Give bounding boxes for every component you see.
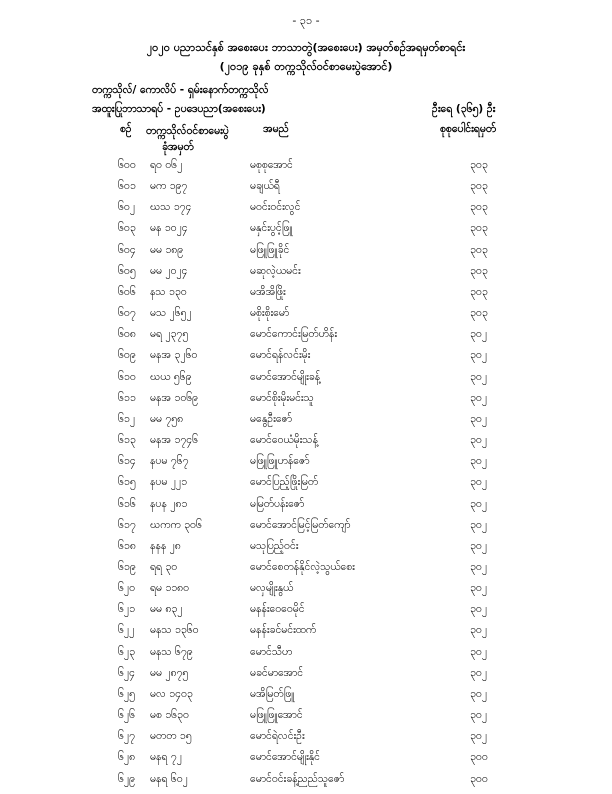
table-row (0, 751, 612, 772)
row-name: မခင်မာအောင် (250, 666, 304, 679)
row-name: မောင်ရန်လင်းမိုး (250, 349, 311, 362)
table-row (0, 455, 612, 476)
row-roll-number: မတတ ၁၅ (150, 730, 192, 743)
row-number: ၆၁၂ (118, 412, 135, 425)
row-score: ၃၀၀ (470, 772, 488, 785)
row-name: မဖြူဖြူခိုင် (250, 243, 290, 256)
row-roll-number: မမ ၂၈၇၅ (150, 666, 189, 679)
row-name: မချယ်ရီ (250, 180, 280, 193)
row-number: ၆၀၈ (118, 328, 136, 341)
table-row (0, 286, 612, 307)
row-number: ၆၀၂ (118, 201, 135, 214)
row-name: မောင်ဝင်းခန့်ညည်သူဇော် (250, 772, 345, 785)
row-name: မောင်အောင်မျိုးနိုင် (250, 751, 320, 764)
row-name: မနန်းဝေဝေမိုင် (250, 603, 305, 616)
row-number: ၆၂၉ (118, 772, 135, 785)
row-score: ၃၀၂ (470, 391, 487, 404)
row-roll-number: ရမ ၁၁၈၀ (150, 582, 190, 595)
row-score: ၃၀၃ (470, 307, 488, 320)
table-row (0, 371, 612, 392)
row-name: မလှမျိုးနွယ် (250, 582, 294, 595)
row-number: ၆၁၆ (118, 497, 136, 510)
row-roll-number: မမ ၇၅၈ (150, 412, 184, 425)
row-score: ၃၀၂ (470, 709, 487, 722)
table-row (0, 540, 612, 561)
row-name: မဆုလဲ့ယမင်း (250, 264, 301, 277)
header-ref-line2: ခုံအမှတ် (162, 141, 194, 153)
table-row (0, 603, 612, 624)
row-score: ၃၀၂ (470, 455, 487, 468)
row-name: မအိမြတ်ဖြူ (250, 687, 295, 700)
table-row (0, 498, 612, 519)
row-score: ၃၀၂ (470, 687, 487, 700)
row-roll-number: ရရ ၃၀ (150, 560, 178, 573)
row-number: ၆၀၀ (118, 159, 136, 171)
row-score: ၃၀၂ (470, 539, 487, 552)
header-name: အမည် (263, 123, 289, 135)
row-name: မစိုးစိုးမော် (250, 307, 290, 320)
row-number: ၆၂၅ (118, 687, 135, 700)
table-row (0, 582, 612, 603)
results-table (0, 159, 612, 794)
table-row (0, 667, 612, 688)
row-roll-number: မနအ ၁၀၆၉ (150, 391, 199, 404)
row-score: ၃၀၃ (470, 222, 488, 235)
row-number: ၆၂၁ (118, 603, 135, 616)
row-number: ၆၂၀ (118, 582, 135, 595)
header-ref-line1: တက္ကသိုလ်ဝင်စာမေးပွဲ (146, 125, 229, 137)
table-row (0, 730, 612, 751)
table-row (0, 265, 612, 286)
row-score: ၃၀၂ (470, 412, 487, 425)
row-score: ၃၀၂ (470, 434, 487, 447)
document-title: ၂၀၂၀ ပညာသင်နှစ် အစေးပေး ဘာသာတွဲ(အစေးပေး) အမှတ်စဉ်အရမှတ်စာရင်း (146, 41, 466, 54)
row-name: မောင်ရဲလင်းဦး (250, 730, 305, 743)
row-number: ၆၂၄ (118, 666, 135, 679)
row-roll-number: မရ ၂၃၇၅ (150, 328, 189, 341)
row-roll-number: နပန ၂၈၁ (150, 497, 188, 510)
row-name: မသုပြည့်ဝင်း (250, 539, 299, 552)
table-row (0, 222, 612, 243)
table-row (0, 561, 612, 582)
table-row (0, 773, 612, 794)
row-roll-number: မမ ၈၃၂ (150, 603, 183, 616)
row-score: ၃၀၂ (470, 582, 487, 595)
row-number: ၆၂၃ (118, 645, 135, 658)
row-roll-number: မလ ၁၄၀၃ (150, 687, 193, 700)
row-score: ၃၀၃ (470, 264, 488, 277)
row-score: ၃၀၂ (470, 370, 487, 383)
row-number: ၆၁၃ (118, 434, 136, 447)
row-score: ၃၀၂ (470, 603, 487, 616)
table-row (0, 328, 612, 349)
row-name: မဖြူဖြူအောင် (250, 709, 303, 722)
row-roll-number: မနရ ၇၂ (150, 751, 182, 764)
table-row (0, 688, 612, 709)
row-roll-number: မစ ၁၆၃၀ (150, 709, 189, 722)
row-number: ၆၀၉ (118, 349, 136, 362)
row-roll-number: နသ ၁၃၀ (150, 285, 187, 298)
row-number: ၆၂၈ (118, 751, 136, 764)
row-score: ၃၀၃ (470, 159, 488, 171)
table-row (0, 646, 612, 667)
row-name: မမြတ်ပန်းဇော် (250, 497, 305, 510)
row-number: ၆၀၅ (118, 264, 136, 277)
document-subtitle: (၂၀၁၉ ခုနှစ် တက္ကသိုလ်ဝင်စာမေးပွဲအောင်) (219, 60, 393, 73)
row-roll-number: မနသ ၁၃၆၀ (150, 624, 199, 637)
row-name: မောင်သီဟ (250, 645, 293, 658)
row-number: ၆၁၄ (118, 455, 136, 468)
row-name: မောင်ပြည့်ဖြိုးမြတ် (250, 476, 319, 489)
row-name: မောင်ကောင်းမြတ်ဟိန်း (250, 328, 337, 341)
row-roll-number: မသ ၂၆၅၂ (150, 307, 192, 320)
header-ref (146, 123, 229, 155)
row-roll-number: မမ ၁၈၉ (150, 243, 184, 256)
row-score: ၃၀၂ (470, 328, 487, 341)
row-roll-number: နပမ ၂၂၁ (150, 476, 187, 489)
subject-line: အထူးပြုဘာသာရပ် - ဥပဒေပညာ(အစေးပေး) (92, 103, 266, 115)
table-row (0, 413, 612, 434)
table-row (0, 392, 612, 413)
table-row (0, 307, 612, 328)
row-number: ၆၀၁ (118, 180, 136, 193)
row-name: မနန်းခင်မင်းထက် (250, 624, 317, 637)
table-row (0, 201, 612, 222)
table-row (0, 476, 612, 497)
row-number: ၆၂၂ (118, 624, 135, 637)
row-score: ၃၀၃ (470, 285, 488, 298)
table-row (0, 244, 612, 265)
row-name: မောင်အောင်မျိုးခန့် (250, 370, 321, 383)
row-number: ၆၀၃ (118, 222, 136, 235)
row-roll-number: ဃသ ၁၇၄ (150, 201, 192, 214)
row-number: ၆၀၄ (118, 243, 136, 256)
row-number: ၆၂၆ (118, 709, 135, 722)
table-row (0, 519, 612, 540)
row-number: ၆၁၅ (118, 476, 136, 489)
table-row (0, 709, 612, 730)
row-number: ၆၀၇ (118, 307, 136, 320)
row-roll-number: မနအ ၃၂၆၀ (150, 349, 198, 362)
row-roll-number: မက ၁၉၇ (150, 180, 188, 193)
row-score: ၃၀၃ (470, 180, 488, 193)
row-score: ၃၀၂ (470, 476, 487, 489)
row-roll-number: မနသ ၆၇၉ (150, 645, 193, 658)
row-score: ၃၀၂ (470, 518, 487, 531)
row-name: မနွေဦးဇော် (250, 412, 293, 425)
row-score: ၃၀၂ (470, 624, 487, 637)
row-name: မနှင်းပွင့်ဖြူ (250, 222, 293, 235)
row-roll-number: ဃကက ၃၀၆ (150, 518, 202, 531)
row-name: မောင်အောင်မြင့်မြတ်ကျော် (250, 518, 351, 531)
table-row (0, 434, 612, 455)
row-score: ၃၀၂ (470, 645, 487, 658)
row-roll-number: မနအ ၁၇၄၆ (150, 434, 199, 447)
table-row (0, 624, 612, 645)
header-score: စုစုပေါင်းရမှတ် (440, 123, 497, 135)
row-score: ၃၀၂ (470, 666, 487, 679)
table-row (0, 159, 612, 180)
row-number: ၆၁၈ (118, 539, 136, 552)
row-score: ၃၀၂ (470, 497, 487, 510)
row-name: မောင်စေတန်နိုင်လဲ့သွယ်စေး (250, 560, 355, 573)
row-roll-number: နနန ၂၈ (150, 539, 181, 552)
table-row (0, 180, 612, 201)
table-row (0, 349, 612, 370)
row-number: ၆၁၁ (118, 391, 136, 404)
row-score: ၃၀၂ (470, 349, 487, 362)
row-number: ၆၁၉ (118, 560, 136, 573)
row-score: ၃၀၃ (470, 243, 488, 256)
row-number: ၆၁၀ (118, 370, 136, 383)
row-name: မောင်စိုးမိုးမင်းသူ (250, 391, 314, 404)
row-roll-number: ဃယ ၅၆၉ (150, 370, 192, 383)
row-roll-number: မန ၁၀၂၄ (150, 222, 188, 235)
row-score: ၃၀၂ (470, 560, 487, 573)
row-name: မောင်ဝေယံမိုးသန့် (250, 434, 318, 447)
row-number: ၆၁၇ (118, 518, 136, 531)
row-roll-number: ရဝ ၀၆၂ (150, 159, 183, 171)
header-no: စဉ် (120, 123, 132, 135)
row-roll-number: မနရ ၆၀၂ (150, 772, 188, 785)
page-number: - ၃၁ - (292, 14, 320, 27)
university-line: တက္ကသိုလ်/ ကောလိပ် - ရှမ်းနောက်တက္ကသိုလ် (92, 84, 269, 96)
row-name: မစုစုအောင် (250, 159, 293, 171)
row-name: မဖြူဖြူဟန်ဇော် (250, 455, 310, 468)
row-number: ၆၀၆ (118, 285, 136, 298)
row-number: ၆၂၇ (118, 730, 135, 743)
row-roll-number: နပမ ၇၆၇ (150, 455, 189, 468)
row-roll-number: မမ ၂၀၂၄ (150, 264, 188, 277)
row-score: ၃၀၃ (470, 201, 488, 214)
row-score: ၃၀၀ (470, 751, 488, 764)
row-score: ၃၀၂ (470, 730, 487, 743)
student-count: ဦးရေ (၃၆၅) ဦး (432, 103, 496, 115)
row-name: မဝင်းဝင်းလွင် (250, 201, 301, 214)
row-name: မအိအိဖြိုး (250, 285, 286, 298)
